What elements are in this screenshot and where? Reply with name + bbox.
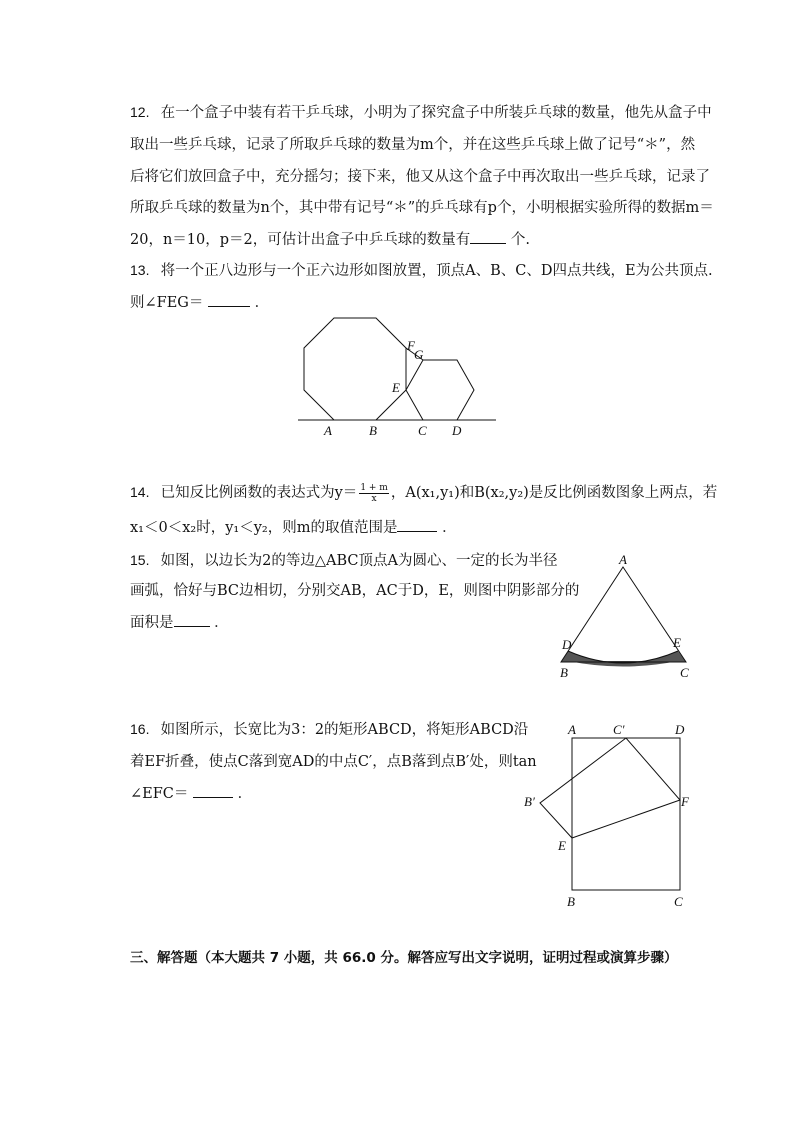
- q12-number: 12.: [130, 104, 150, 120]
- q14-fraction-denominator: x: [371, 493, 377, 504]
- q14-text-1a: 已知反比例函数的表达式为y＝: [160, 485, 358, 501]
- section-3-heading: 三、解答题（本大题共 7 小题，共 66.0 分。解答应写出文字说明，证明过程或演算步骤）: [130, 950, 678, 966]
- q13-number: 13.: [130, 262, 150, 278]
- q16-folded-shape: [540, 738, 680, 838]
- q16-text-1: 如图所示，长宽比为3：2的矩形ABCD，将矩形ABCD沿: [160, 722, 529, 738]
- q15-label-c: C: [680, 665, 689, 680]
- q15-label-a: A: [619, 552, 627, 567]
- q16-label-f: F: [681, 794, 689, 809]
- q12-line3: 后将它们放回盒子中，充分摇匀；接下来，他又从这个盒子中再次取出一些乒乓球，记录了: [130, 169, 710, 185]
- q15-line2: 画弧，恰好与BC边相切，分别交AB，AC于D，E，则图中阴影部分的: [130, 583, 580, 599]
- q16-label-c: C: [674, 894, 683, 909]
- q16-label-d: D: [675, 722, 685, 737]
- q14-text-2: x₁＜0＜x₂时，y₁＜y₂，则m的取值范围是: [130, 520, 398, 536]
- q13-label-a: A: [324, 423, 332, 438]
- q16-text-3-suffix: ．: [237, 786, 253, 802]
- q16-text-3: ∠EFC＝: [130, 786, 189, 802]
- q13-label-f: F: [407, 338, 415, 353]
- q12-text-1: 在一个盒子中装有若干乒乓球，小明为了探究盒子中所装乒乓球的数量，他先从盒子中: [160, 105, 712, 121]
- q13-text-2: 则∠FEG＝: [130, 295, 204, 311]
- q14-number: 14.: [130, 484, 150, 500]
- q14-text-2-suffix: ．: [442, 520, 457, 536]
- q16-label-b-prime: B′: [524, 794, 535, 809]
- q15-text-3-suffix: ．: [214, 615, 229, 631]
- q12-line2: 取出一些乒乓球，记录了所取乒乓球的数量为m个，并在这些乒乓球上做了记号“＊”，然: [130, 137, 696, 153]
- q15-text-1: 如图，以边长为2的等边△ABC顶点A为圆心、一定的长为半径: [160, 553, 558, 569]
- q13-label-g: G: [414, 347, 424, 362]
- q16-number: 16.: [130, 721, 150, 737]
- q12-line4: 所取乒乓球的数量为n个，其中带有记号“＊”的乒乓球有p个，小明根据实验所得的数据m＝: [130, 200, 714, 216]
- q14-fraction-numerator: 1 + m: [360, 482, 388, 493]
- q16-label-e: E: [558, 838, 566, 853]
- q16-rectangle: [572, 738, 680, 890]
- q15-label-b: B: [560, 665, 568, 680]
- q13-text-1: 将一个正八边形与一个正六边形如图放置，顶点A、B、C、D四点共线，E为公共顶点.: [160, 263, 713, 279]
- q16-label-c-prime: C′: [613, 722, 625, 737]
- q12-last-suffix: 个.: [506, 232, 530, 248]
- q12-last-prefix: 20，n＝10，p＝2，可估计出盒子中乒乓球的数量有: [130, 232, 471, 248]
- q13-label-c: C: [418, 423, 427, 438]
- q16-line2: 着EF折叠，使点C落到宽AD的中点C′，点B落到点B′处，则tan: [130, 754, 537, 770]
- q16-label-b: B: [567, 894, 575, 909]
- q16-label-a: A: [568, 722, 576, 737]
- q15-text-3: 面积是: [130, 615, 174, 631]
- q14-text-1b: ，A(x₁,y₁)和B(x₂,y₂)是反比例函数图象上两点，若: [390, 485, 718, 501]
- q15-label-e: E: [673, 635, 681, 650]
- q13-label-e: E: [392, 380, 400, 395]
- q13-label-b: B: [369, 423, 377, 438]
- q15-label-d: D: [562, 637, 572, 652]
- q13-text-2-suffix: ．: [254, 295, 270, 311]
- q13-label-d: D: [452, 423, 462, 438]
- q15-number: 15.: [130, 552, 150, 568]
